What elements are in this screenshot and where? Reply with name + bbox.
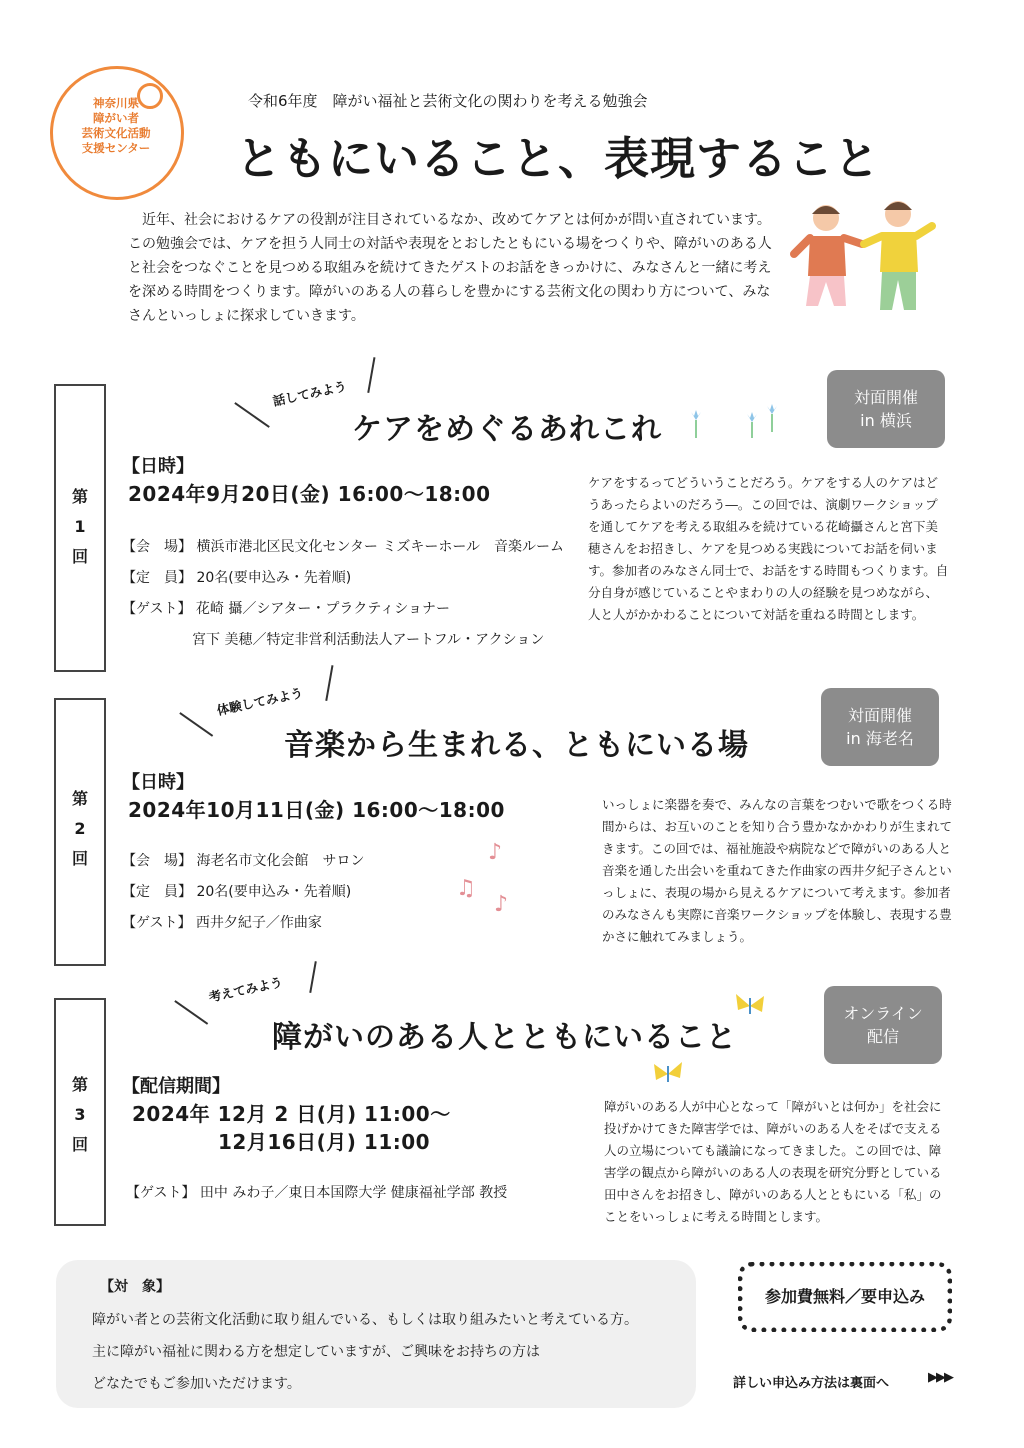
- session-2-description: いっしょに楽器を奏で、みんなの言葉をつむいで歌をつくる時間からは、お互いのことを知り合う豊かなかかわりが生まれてきます。この回では、福祉施設や病院などで障がいのある人と音楽を通した出会いを重ねてきた作曲家の西井夕紀子さんといっしょに、表現の場から見えるケアについて考えます。参加者のみなさんも実際に音楽ワークショップを体験し、表現する豊かさに触れてみましょう。: [602, 797, 953, 944]
- target-text: 障がい者との芸術文化活動に取り組んでいる、もしくは取り組みたいと考えている方。 主に障がい福祉に関わる方を想定していますが、ご興味をお持ちの方は どなたでもご参加いただけます。: [92, 1312, 638, 1392]
- logo-text: 神奈川県 障がい者 芸術文化活動 支援センター: [81, 96, 151, 155]
- music-note-icon: ♪: [494, 892, 509, 917]
- session-3-details: 【ゲスト】 田中 みわ子／東日本国際大学 健康福祉学部 教授: [126, 1185, 508, 1201]
- session-1-deco-line-right: [367, 357, 375, 393]
- session-2-datetime: 2024年10月11日(金) 16:00～18:00: [128, 798, 505, 822]
- session-1-description: ケアをするってどういうことだろう。ケアをする人のケアはどうあったらよいのだろう―。この回では、演劇ワークショップを通してケアを考える取組みを続けている花崎攝さんと宮下美穂さんをお招きし、ケアを見つめる実践についてお話を伺います。参加者のみなさん同士で、お話をする時間もつくります。自分自身が感じていることやまわりの人の経験を見つめながら、人と人がかかわることについて対話を重ねる時間とします。: [588, 475, 949, 622]
- session-3-catch: 考えてみよう: [207, 974, 284, 1005]
- session-1-venue-tag: 対面開催 in 横浜: [827, 370, 945, 448]
- session-3-datetime-end: 12月16日(月) 11:00: [218, 1130, 431, 1154]
- session-1-details: 【会 場】 横浜市港北区民文化センター ミズキーホール 音楽ルーム 【定 員】 20名(要申込み・先着順) 【ゲスト】 花崎 攝／シアター・プラクティショナー 宮下 美穂／特定非営利活動法人アートフル・アクション: [122, 539, 565, 648]
- music-note-icon: ♪: [488, 840, 503, 865]
- session-3-description: 障がいのある人が中心となって「障がいとは何か」を社会に投げかけてきた障害学では、障がいのある人をそばで支える人の立場についても議論になってきました。この回では、障害学の観点から障がいのある人の表現を研究分野としている田中さんをお招きし、障がいのある人とともにいる「私」のことをいっしょに考える時間とします。: [604, 1099, 942, 1224]
- session-2-details: 【会 場】 海老名市文化会館 サロン 【定 員】 20名(要申込み・先着順) 【ゲスト】 西井夕紀子／作曲家: [122, 853, 365, 931]
- session-2-deco-line-right: [325, 665, 333, 701]
- session-2-label: 第 2 回: [71, 789, 88, 868]
- session-1-deco-line-left: [235, 402, 270, 427]
- page-title: ともにいること、表現すること: [236, 132, 881, 185]
- music-note-icon: ♫: [456, 876, 476, 901]
- intro-paragraph: 近年、社会におけるケアの役割が注目されているなか、改めてケアとは何かが問い直されています。この勉強会では、ケアを担う人同士の対話や表現をとおしたともにいる場をつくりや、障がいのある人と社会をつなぐことを見つめる取組みを続けてきたゲストのお話をきっかけに、みなさんと一緒に考えを深める時間をつくります。障がいのある人の暮らしを豊かにする芸術文化の関わり方について、みなさんといっしょに探求していきます。: [128, 212, 772, 324]
- application-note: 詳しい申込み方法は裏面へ: [733, 1376, 890, 1391]
- session-1-title: ケアをめぐるあれこれ: [352, 412, 662, 447]
- session-3-venue-tag: オンライン 配信: [824, 986, 942, 1064]
- session-1-catch: 話してみよう: [271, 378, 348, 409]
- target-label: 【対 象】: [100, 1279, 170, 1295]
- session-3-when-label: 【配信期間】: [122, 1076, 230, 1097]
- event-subtitle: 令和6年度 障がい福祉と芸術文化の関わりを考える勉強会: [248, 92, 648, 110]
- arrow-right-icon: ▶▶▶: [928, 1370, 952, 1385]
- butterfly-icon: [650, 1060, 686, 1086]
- session-2-when-label: 【日時】: [122, 772, 194, 793]
- session-1-datetime: 2024年9月20日(金) 16:00～18:00: [128, 482, 491, 506]
- session-3-deco-line-left: [175, 1000, 209, 1024]
- session-3-title: 障がいのある人とともにいること: [272, 1020, 737, 1055]
- session-2-venue-tag: 対面開催 in 海老名: [821, 688, 939, 766]
- session-1-label: 第 1 回: [71, 487, 88, 566]
- people-illustration: [786, 192, 946, 322]
- session-3-datetime-start: 2024年 12月 2 日(月) 11:00～: [132, 1102, 451, 1126]
- session-2-catch: 体験してみよう: [215, 685, 305, 718]
- session-1-when-label: 【日時】: [122, 456, 194, 477]
- tulip-icon: [686, 404, 786, 440]
- session-2-title: 音楽から生まれる、ともにいる場: [284, 728, 749, 763]
- session-2-deco-line-left: [180, 712, 214, 736]
- fee-badge: 参加費無料／要申込み: [738, 1262, 952, 1332]
- butterfly-icon: [732, 992, 768, 1018]
- session-3-deco-line-right: [309, 961, 316, 993]
- session-3-label: 第 3 回: [71, 1075, 88, 1154]
